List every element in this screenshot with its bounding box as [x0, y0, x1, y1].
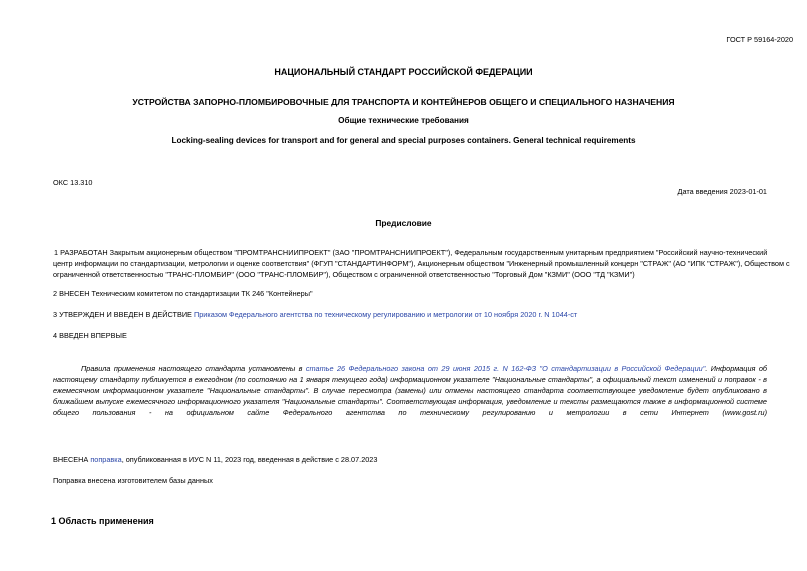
- foreword-item-3-text: 3 УТВЕРЖДЕН И ВВЕДЕН В ДЕЙСТВИЕ: [53, 310, 194, 319]
- foreword-item-4: 4 ВВЕДЕН ВПЕРВЫЕ: [53, 331, 127, 340]
- rules-text: Правила применения настоящего стандарта установлены в: [81, 364, 306, 373]
- amendment-text: ВНЕСЕНА: [53, 455, 91, 464]
- document-title-en: Locking-sealing devices for transport and for general and special purposes containers. General technical requirements: [171, 136, 636, 145]
- introduction-date: Дата введения 2023-01-01: [677, 187, 767, 196]
- standard-heading: НАЦИОНАЛЬНЫЙ СТАНДАРТ РОССИЙСКОЙ ФЕДЕРАЦИИ: [274, 67, 533, 77]
- rules-line: [53, 363, 767, 374]
- section-1-heading: 1 Область применения: [51, 516, 154, 526]
- foreword-item-1: [53, 247, 807, 280]
- amendment-link[interactable]: поправка: [90, 455, 122, 464]
- rules-line: настоящему стандарту публикуется в ежегодном (по состоянию на 1 января текущего года) информационном указателе "Национальные стандарты", а официальный текст изменений и поправок - в: [53, 375, 767, 384]
- rules-line: ежемесячном информационном указателе "Национальные стандарты". В случае пересмотра (замены) или отмены настоящего стандарта соответствующее уведомление будет опубликовано в: [53, 386, 767, 395]
- foreword-item-2: 2 ВНЕСЕН Техническим комитетом по стандартизации ТК 246 "Контейнеры": [53, 289, 313, 298]
- doc-number: ГОСТ Р 59164-2020: [726, 35, 793, 44]
- foreword-item-3: [53, 309, 577, 320]
- foreword-item-1-line: 1 РАЗРАБОТАН Закрытым акционерным обществом "ПРОМТРАНСНИИПРОЕКТ" (ЗАО "ПРОМТРАНСНИИПРОЕКТ"), Федеральным государственным унитарным предприятием "Российский научно-технический: [54, 248, 768, 257]
- rules-line: ближайшем выпуске ежемесячного информационного указателя "Национальные стандарты". Соответствующая информация, уведомление и тексты размещаются также в информационной системе: [53, 397, 767, 406]
- rules-text: . Информация об: [705, 364, 767, 373]
- foreword-item-1-line: ограниченной ответственностью "ТРАНС-ПЛОМБИР" (ООО "ТРАНС-ПЛОМБИР"), Обществом с ограниченной ответственностью "Торговый Дом "КЗМИ" (ООО "ТД "КЗМИ"): [53, 270, 635, 279]
- amendment-source: Поправка внесена изготовителем базы данных: [53, 476, 213, 485]
- amendment-note: [53, 454, 377, 465]
- document-subtitle-ru: Общие технические требования: [338, 116, 469, 125]
- foreword-heading: Предисловие: [375, 218, 432, 228]
- document-title-ru: УСТРОЙСТВА ЗАПОРНО-ПЛОМБИРОВОЧНЫЕ ДЛЯ ТРАНСПОРТА И КОНТЕЙНЕРОВ ОБЩЕГО И СПЕЦИАЛЬНОГО НАЗНАЧЕНИЯ: [132, 97, 675, 107]
- order-link[interactable]: Приказом Федерального агентства по техническому регулированию и метрологии от 10 ноября 2020 г. N 1044-ст: [193, 310, 578, 319]
- oks-code: ОКС 13.310: [53, 178, 93, 187]
- amendment-text: , опубликованная в ИУС N 11, 2023 год, введенная в действие с 28.07.2023: [121, 455, 378, 464]
- foreword-item-1-line: центр информации по стандартизации, метрологии и оценке соответствия" (ФГУП "СТАНДАРТИНФОРМ"), Акционерным обществом "Инженерный промышленный концерн "СТРАЖ" (АО "ИПК "СТРАЖ"), Обществом с: [53, 259, 790, 268]
- rules-line: общего пользования - на официальном сайте Федерального агентства по техническому регулированию и метрологии в сети Интернет (www.gost.ru): [53, 408, 767, 417]
- rules-paragraph: [53, 363, 767, 418]
- law-link[interactable]: статье 26 Федерального закона от 29 июня 2015 г. N 162-ФЗ "О стандартизации в Российской Федерации": [305, 364, 706, 373]
